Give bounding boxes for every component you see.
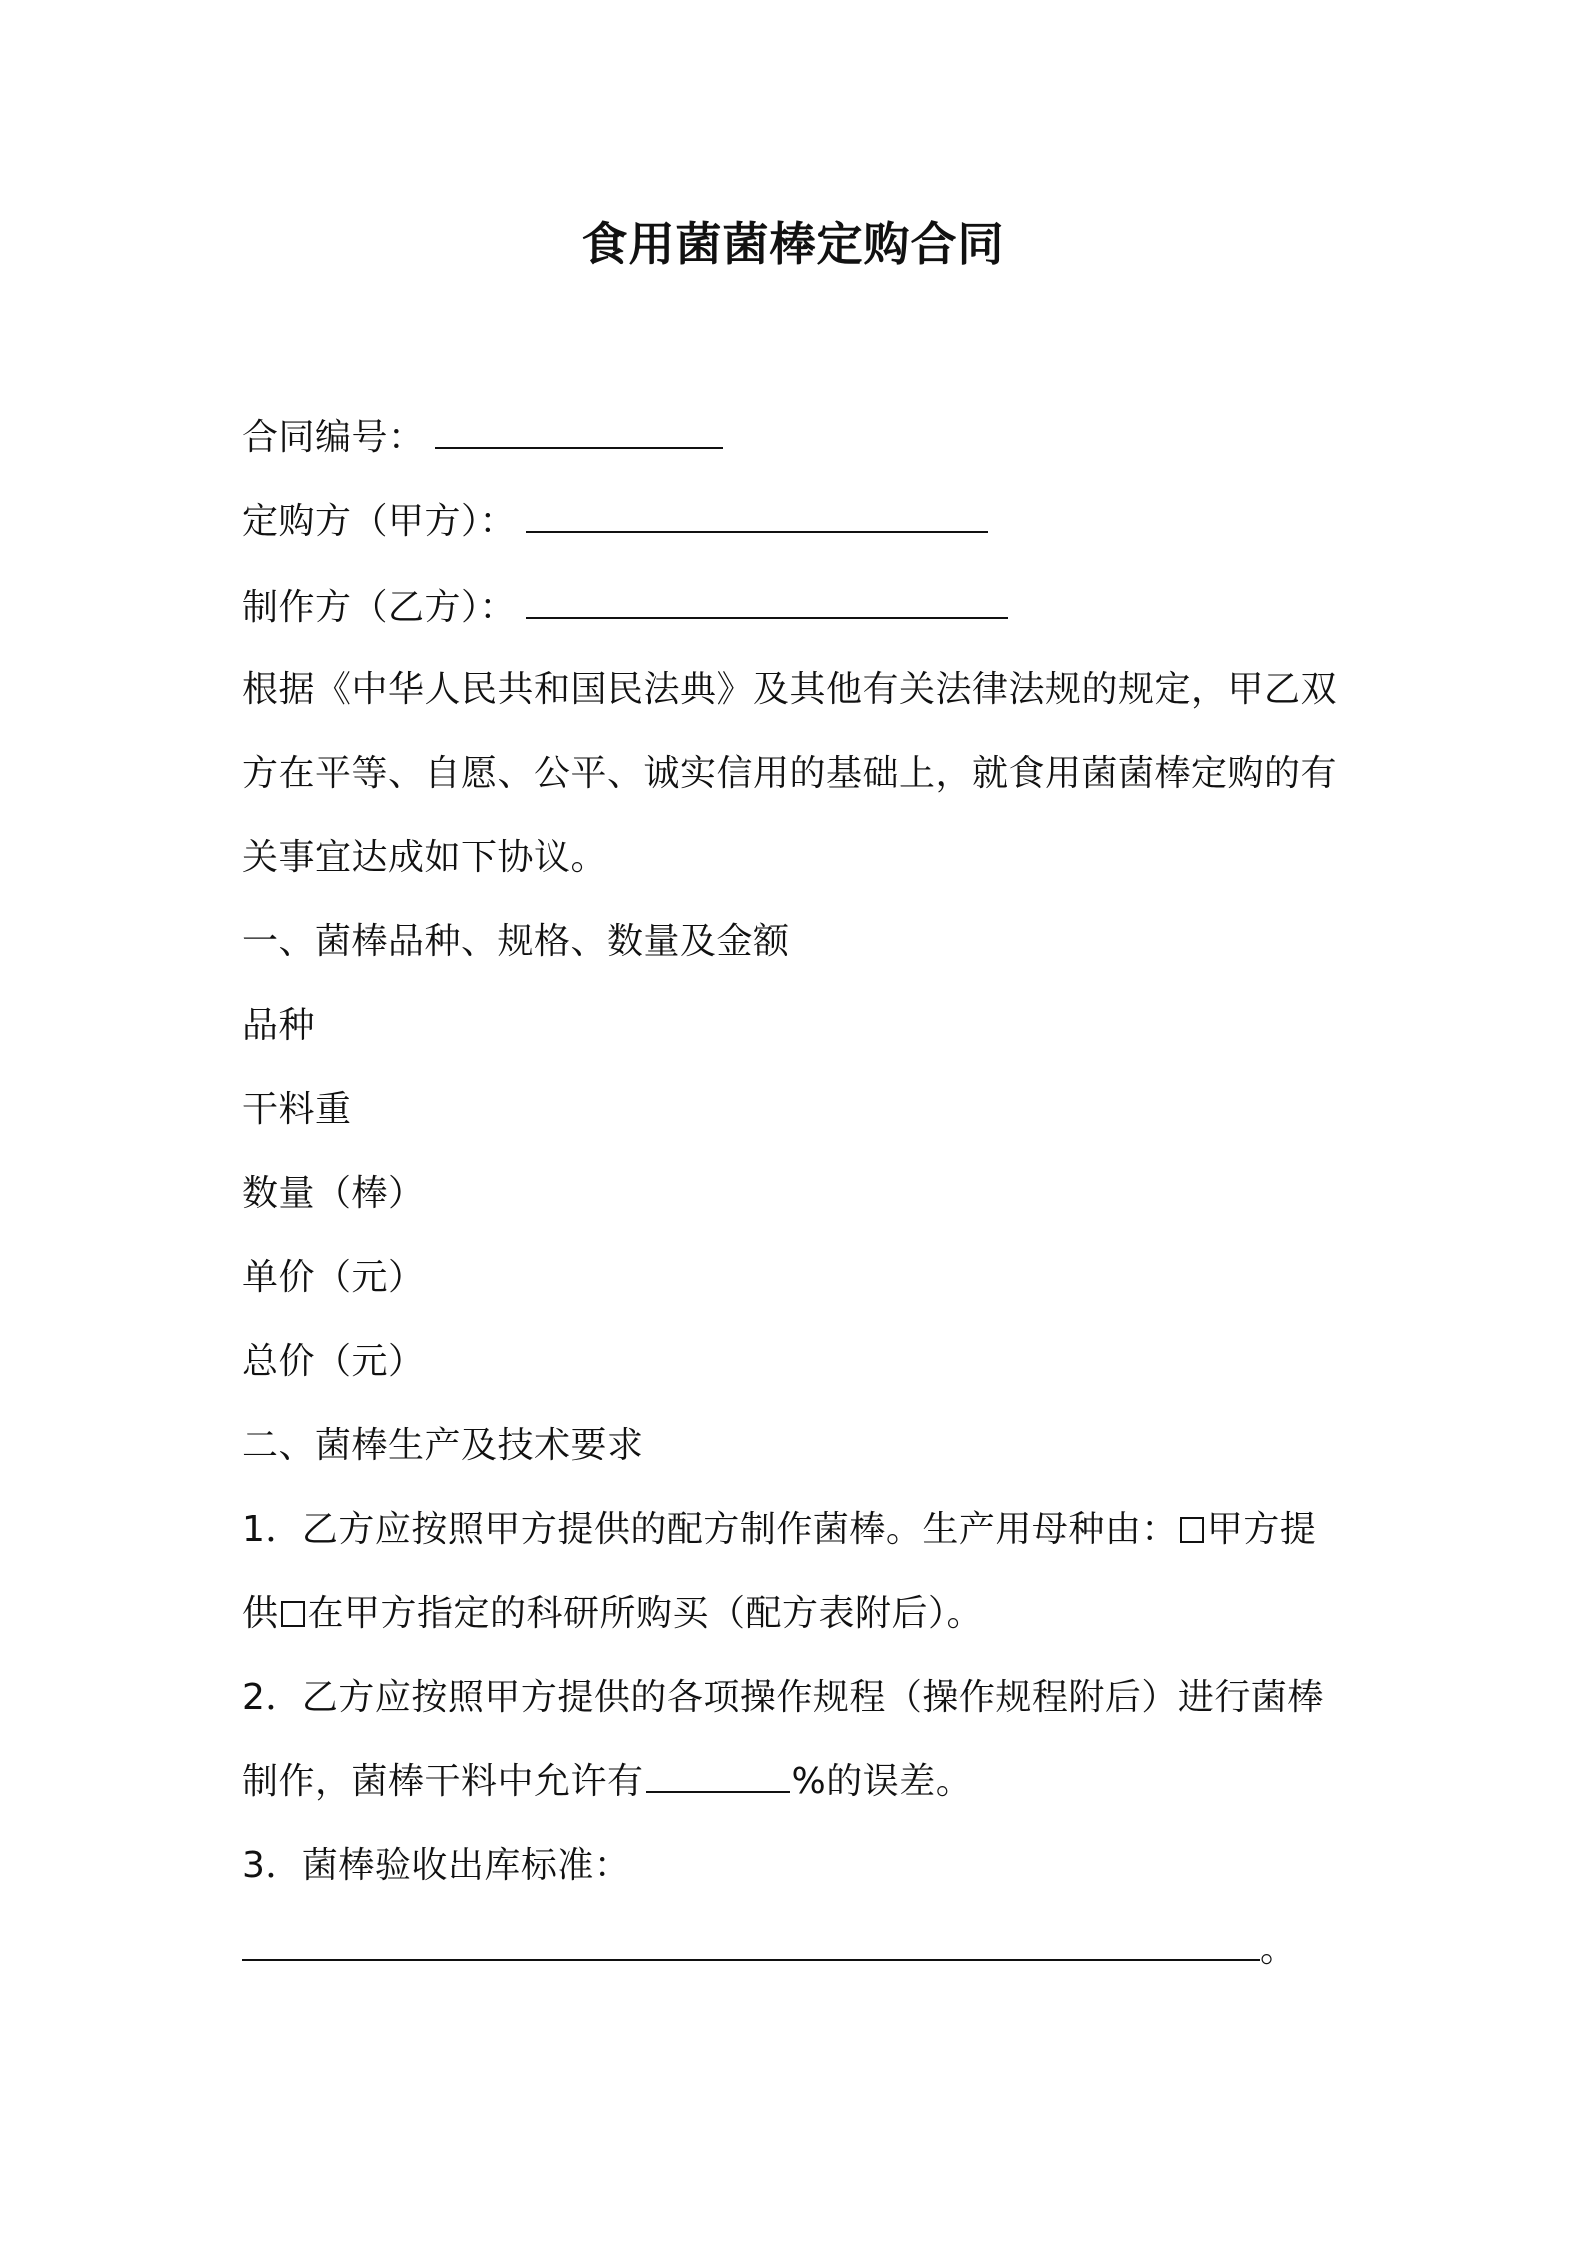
section-2-heading: 二、菌棒生产及技术要求	[242, 1425, 644, 1466]
option-a-label: 甲方提	[1206, 1509, 1317, 1550]
item-total-price: 总价（元）	[242, 1341, 425, 1382]
contract-number-field	[242, 412, 723, 464]
contract-number-blank	[435, 446, 723, 449]
option-a-checkbox[interactable]	[1180, 1517, 1204, 1543]
item-variety: 品种	[242, 1005, 316, 1046]
tolerance-blank	[646, 1790, 790, 1793]
maker-label: 制作方（乙方）：	[242, 587, 517, 628]
clause-3-end-mark: 。	[1260, 1929, 1297, 1970]
clause-3-answer-line	[242, 1924, 1297, 1976]
item-dry-weight: 干料重	[242, 1089, 352, 1130]
buyer-label: 定购方（甲方）：	[242, 501, 517, 542]
clause-3-number: 3．	[242, 1845, 302, 1886]
clause-1-line-1	[242, 1504, 1316, 1556]
clause-2-line-1	[242, 1672, 1324, 1724]
item-unit-price: 单价（元）	[242, 1257, 425, 1298]
buyer-blank	[526, 530, 988, 533]
clause-3-text: 菌棒验收出库标准：	[301, 1845, 631, 1886]
section-1-heading: 一、菌棒品种、规格、数量及金额	[242, 921, 790, 962]
clause-1-number: 1．	[242, 1509, 302, 1550]
buyer-field	[242, 496, 988, 548]
item-quantity: 数量（棒）	[242, 1173, 425, 1214]
preamble-line-3: 关事宜达成如下协议。	[242, 837, 608, 878]
document-title: 食用菌菌棒定购合同	[581, 217, 1005, 271]
option-b-label: 在甲方指定的科研所购买（配方表附后）。	[307, 1593, 984, 1634]
maker-field	[242, 582, 1008, 634]
preamble-line-2: 方在平等、自愿、公平、诚实信用的基础上，就食用菌菌棒定购的有	[242, 753, 1338, 794]
clause-1-line-2	[242, 1588, 983, 1640]
clause-2-number: 2．	[242, 1677, 302, 1718]
contract-number-label: 合同编号：	[242, 417, 425, 458]
inspection-standard-blank	[242, 1958, 1260, 1961]
clause-2-after-blank: %的误差。	[791, 1761, 973, 1802]
preamble-line-1: 根据《中华人民共和国民法典》及其他有关法律法规的规定，甲乙双	[242, 669, 1338, 710]
clause-1-continuation: 供	[242, 1593, 279, 1634]
clause-1-text: 乙方应按照甲方提供的配方制作菌棒。生产用母种由：	[301, 1509, 1178, 1550]
clause-2-line-2	[242, 1756, 972, 1808]
clause-2-before-blank: 制作，菌棒干料中允许有	[242, 1761, 644, 1802]
option-b-checkbox[interactable]	[281, 1601, 305, 1627]
maker-blank	[526, 616, 1008, 619]
clause-3-line	[242, 1840, 630, 1892]
clause-2-text: 乙方应按照甲方提供的各项操作规程（操作规程附后）进行菌棒	[301, 1677, 1324, 1718]
